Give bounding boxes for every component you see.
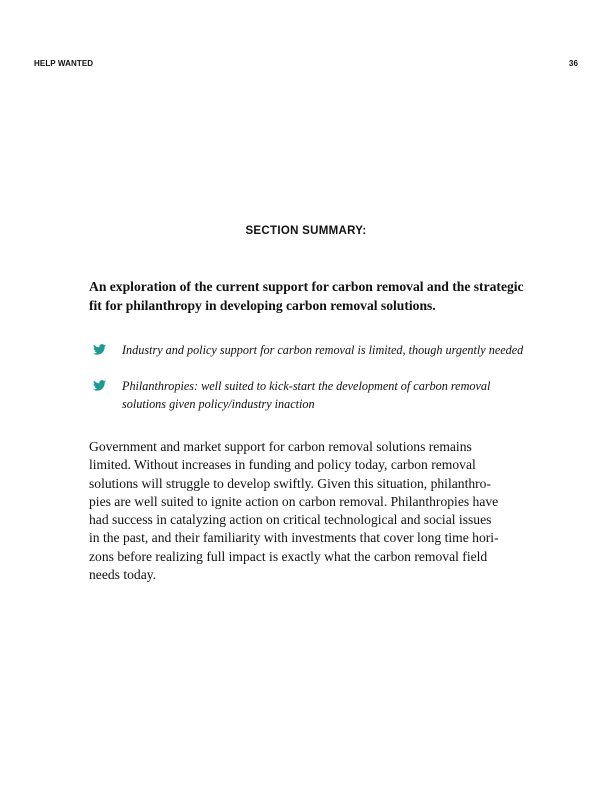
lead-paragraph: An exploration of the current support for carbon removal and the strategic fit for philanthropy in developing carbon removal solutions. <box>89 279 524 313</box>
body-line: limited. Without increases in funding and policy today, carbon removal <box>89 457 476 473</box>
bullet-text: Philanthropies: well suited to kick-start the development of carbon removal solutions given policy/industry inaction <box>122 379 491 411</box>
body-line: solutions will struggle to develop swiftly. Given this situation, philanthro- <box>89 475 491 491</box>
section-title: SECTION SUMMARY: <box>245 225 367 237</box>
body-line: had success in catalyzing action on critical technological and social issues <box>89 512 492 528</box>
body-line: pies are well suited to ignite action on carbon removal. Philanthropies have <box>89 493 499 509</box>
running-header: HELP WANTED <box>34 59 94 68</box>
bullet-item <box>93 341 533 359</box>
page-number: 36 <box>568 59 578 68</box>
body-line: zons before realizing full impact is exactly what the carbon removal field <box>89 548 488 564</box>
twitter-bird-icon <box>93 344 106 355</box>
body-line: needs today. <box>89 567 157 583</box>
body-line: Government and market support for carbon removal solutions remains <box>89 439 472 454</box>
body-paragraph <box>89 438 539 584</box>
bullet-item <box>93 377 533 413</box>
twitter-bird-icon <box>93 380 106 391</box>
bullet-text: Industry and policy support for carbon removal is limited, though urgently needed <box>122 343 524 357</box>
body-line: in the past, and their familiarity with investments that cover long time hori- <box>89 530 499 546</box>
